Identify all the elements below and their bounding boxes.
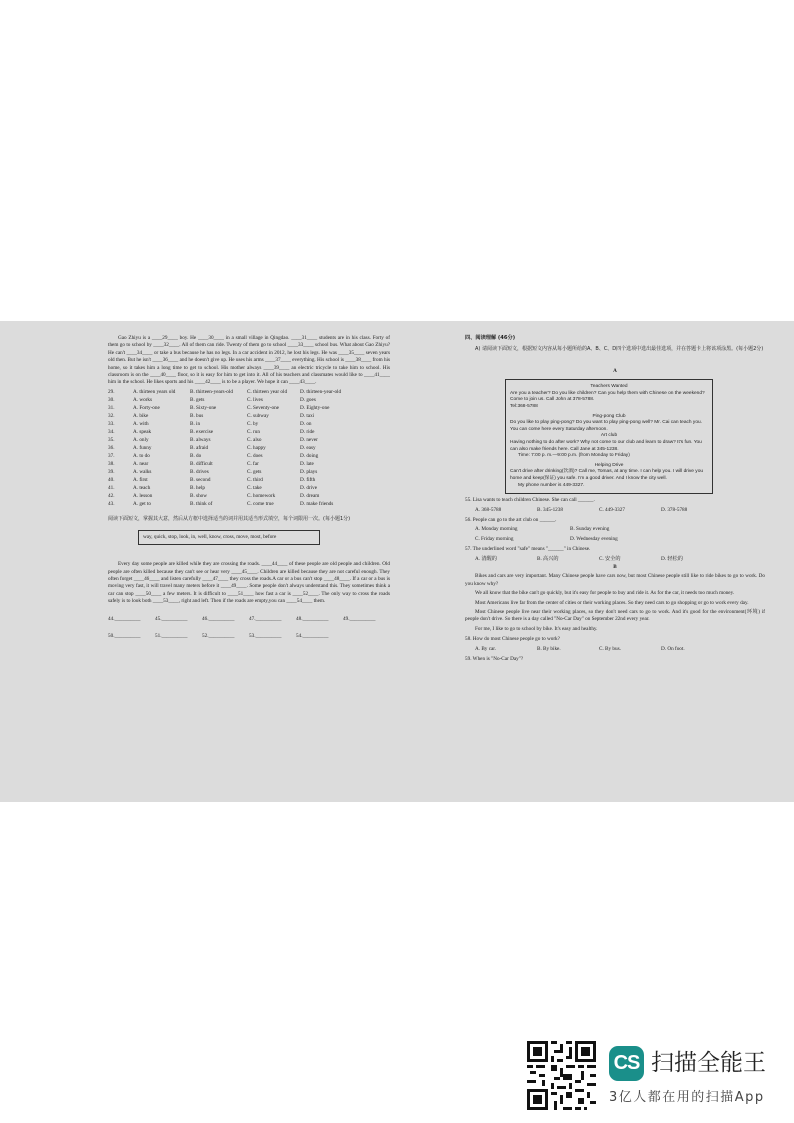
qr-code-icon: [527, 1041, 596, 1110]
option-b: B. second: [190, 476, 211, 483]
question-number: 33.: [108, 420, 115, 427]
option-a: A. lesson: [133, 492, 153, 499]
option-a: A. speak: [133, 428, 152, 435]
answer-option[interactable]: D. 轻松的: [661, 555, 683, 562]
option-row: [108, 485, 390, 493]
option-row: [108, 453, 390, 461]
ad-title: Teachers Wanted: [590, 384, 628, 390]
option-c: C. far: [247, 460, 259, 467]
option-a: A. works: [133, 396, 153, 403]
option-a: A. with: [133, 420, 149, 427]
option-c: C. thirteen year old: [247, 388, 288, 395]
question-number: 41.: [108, 484, 115, 491]
word-box: way, quick, stop, look, in, well, know, cross, move, most, before: [138, 530, 320, 545]
ad-extra: Tel:368-5788: [510, 404, 538, 409]
answer-blank[interactable]: 44.__________: [108, 615, 141, 622]
option-a: A. thirteen years old: [133, 388, 176, 395]
option-row: [108, 429, 390, 437]
question-number: 30.: [108, 396, 115, 403]
answer-option[interactable]: A. Monday morning: [475, 526, 518, 533]
option-a: A. teach: [133, 484, 151, 491]
question-number: 38.: [108, 460, 115, 467]
option-d: D. late: [300, 460, 314, 467]
answer-option[interactable]: A. 368-5788: [475, 506, 502, 513]
passage-b-paragraph: Most Americans live far from the center of cities or their working places. So they need cars to go shopping or go to work every day.: [475, 599, 749, 606]
passage-b-label: B: [613, 563, 617, 570]
option-c: C. gets: [247, 468, 262, 475]
option-row: [108, 493, 390, 501]
option-a: A. Forty-one: [133, 404, 160, 411]
option-row: [108, 405, 390, 413]
option-b: B. bus: [190, 412, 204, 419]
question: 57. The underlined word "safe" means "______" in Chinese.: [465, 546, 591, 553]
answer-option[interactable]: A. By car.: [475, 645, 497, 652]
passage-b-paragraph: Bikes and cars are very important. Many Chinese people have cars now, but most Chinese people still like to ride bikes to go to work. Do you know why?: [465, 573, 765, 587]
option-d: D. never: [300, 436, 318, 443]
option-b: B. Sixty-one: [190, 404, 217, 411]
option-a: A. bike: [133, 412, 149, 419]
cloze-passage: Gao Zhiyu is a ____29____ boy. He ____30____ in a small village in Qingdao. ____31____ students are in his class. Forty of them go to school by ____32____. All of them can ride. Twenty of them go to school ____33____ school bus. What about Gao Zhiyu? He can't ____34____ or take a bus because he has no legs. In a car accident in 2012, he lost his legs. He was ____35____ seven years old then. But he isn't ____36____ and he doesn't give up. He uses his arms ____37____ everything. His school is ____38____ from his home, so it takes him a long time to get to school. His mother always ____39____ an electric tricycle to take him to school. His classroom is on the ____40____ floor, so it is easy for him to get into it. All of his teachers and classmates would like to ____41____ him in the school. He likes sports and his ____42____ is to be a player. We hope it can ____43____.: [108, 335, 390, 386]
option-d: D. make friends: [300, 500, 334, 507]
option-d: D. plays: [300, 468, 318, 475]
option-c: C. homework: [247, 492, 276, 499]
question-number: 37.: [108, 452, 115, 459]
option-c: C. run: [247, 428, 260, 435]
ad-extra: My phone number is 449-3327.: [518, 482, 585, 488]
option-b: B. gets: [190, 396, 205, 403]
option-d: D. goes: [300, 396, 316, 403]
word-fill-passage: Every day some people are killed while they are crossing the roads. ____44____ of these people are old people and children. Old people are often killed because they can't see or hear very ____45____. Children are killed because they are not careful enough. They often forget ____46____ and listen carefully ____47____ they cross the roads.A car or a bus can't stop ____48____. If a car or a bus is moving very fast, it will travel many meters before it ____49____. Some people don't always understand this. They sometimes think a car can stop ____50____ a few meters. It is difficult to ____51____ how fast a car is ____52____. The only way to cross the roads safely is to look both ____53____, right and left. Then if the roads are empty,you can ____54____ them.: [108, 561, 390, 605]
section-title: 四、阅读理解 (46分): [465, 335, 516, 341]
question-number: 29.: [108, 388, 115, 395]
reading-instruction: A) 请阅读下面短文，根据短文内容从每小题所给的A、B、C、D四个选项中选出最佳选项，并在答题卡上将该项涂黑。(每小题2分): [475, 346, 764, 353]
left-page: [0, 321, 397, 802]
answer-blank[interactable]: 47.__________: [249, 615, 282, 622]
question-number: 31.: [108, 404, 115, 411]
option-row: [108, 421, 390, 429]
option-d: D. dream: [300, 492, 320, 499]
answer-option[interactable]: D. Wednesday evening: [570, 535, 618, 542]
option-d: D. drive: [300, 484, 317, 491]
question: 58. How do most Chinese people go to work?: [465, 636, 560, 643]
option-row: [108, 397, 390, 405]
scanned-exam-spread: [0, 321, 794, 802]
option-row: [108, 477, 390, 485]
left-column: [108, 335, 390, 640]
ad-title: Ping-pong Club: [592, 413, 626, 419]
question-number: 32.: [108, 412, 115, 419]
option-a: A. first: [133, 476, 148, 483]
passage-b-paragraph: For me, I like to go to school by bike. It's easy and healthy.: [475, 625, 598, 632]
option-a: A. walks: [133, 468, 152, 475]
ads-box: [505, 379, 713, 494]
option-row: [108, 437, 390, 445]
option-d: D. fifth: [300, 476, 316, 483]
ad-body: Can't drive after drinking(饮酒)? Call me, Tomas, at any time. I can help you. I will drive you home and keep(保证) you safe. I'm a good driver. And I know the city well.: [510, 469, 704, 481]
option-c: C. does: [247, 452, 263, 459]
ad-title: Helping Drive: [594, 462, 624, 468]
option-row: [108, 501, 390, 509]
answer-blanks-row-1: [108, 616, 390, 623]
option-d: D. on: [300, 420, 312, 427]
option-b: B. do: [190, 452, 202, 459]
option-b: B. in: [190, 420, 201, 427]
right-column: [465, 335, 765, 663]
word-fill-instruction: 阅读下面短文，掌握其大意，然后从方框中选择适当的词并用其适当形式填空，每个词限用一次。(每小题1分): [108, 516, 351, 523]
question: 56. People can go to the art club on ______.: [465, 516, 557, 523]
option-row: [108, 389, 390, 397]
ad-body: Having nothing to do after work? Why not come to our club and learn to draw? It's fun. You can also make friends here. Call Jane at 345-1238.: [510, 439, 702, 452]
answer-option[interactable]: A. 清醒的: [475, 555, 497, 562]
option-c: C. lives: [247, 396, 263, 403]
answer-blank[interactable]: 51.__________: [155, 633, 188, 639]
option-row: [108, 445, 390, 453]
answer-options: [465, 507, 765, 514]
answer-option[interactable]: D. On foot.: [661, 645, 685, 652]
passage-b-paragraph: Most Chinese people live near their working places, so they don't need cars to go to work. And it's good for the environment(环境) if people don't drive. So there is a day called "No-Car Day" on September 22nd every year.: [465, 609, 765, 623]
question-number: 42.: [108, 492, 115, 499]
option-d: D. ride: [300, 428, 315, 435]
option-a: A. only: [133, 436, 149, 443]
camscanner-logo-icon: CS: [609, 1046, 644, 1081]
ad-body: Are you a teacher? Do you like children? Can you help them with Chinese on the weekend? Come to join us. Call John at 378-5788.: [510, 390, 705, 403]
option-b: B. think of: [190, 500, 213, 507]
option-b: B. show: [190, 492, 208, 499]
option-c: C. take: [247, 484, 262, 491]
answer-option[interactable]: C. By bus.: [599, 645, 621, 652]
option-row: [108, 461, 390, 469]
question-number: 34.: [108, 428, 115, 435]
ad-extra: Time: 7:00 p. m.—9:00 p.m. (from Monday to Friday): [518, 453, 630, 459]
option-d: D. taxi: [300, 412, 315, 419]
option-row: [108, 413, 390, 421]
answer-blank[interactable]: 54.__________: [296, 633, 329, 639]
answer-blank[interactable]: 50.__________: [108, 633, 141, 639]
passage-b-paragraph: We all know that the bike can't go quickly, but it's easy for people to buy and ride it. As for the car, it needs too much money.: [475, 590, 735, 597]
option-c: C. happy: [247, 444, 266, 451]
option-b: B. drives: [190, 468, 209, 475]
option-a: A. get to: [133, 500, 152, 507]
answer-blank[interactable]: 45.__________: [155, 615, 188, 622]
ad-body: Do you like to play ping-pong? Do you want to play ping-pong well? Mr. Cai can teach you. You can come here every Saturday afternoon.: [510, 420, 702, 432]
question: 59. When is "No-Car Day"?: [465, 656, 524, 663]
option-c: C. subway: [247, 412, 269, 419]
ad-title: Art club: [600, 433, 618, 439]
cloze-options: [108, 389, 390, 509]
option-a: A. to do: [133, 452, 150, 459]
answer-blank[interactable]: 49.__________: [343, 615, 376, 622]
answer-options: [465, 526, 765, 533]
option-a: A. funny: [133, 444, 152, 451]
option-d: D. doing: [300, 452, 319, 459]
option-c: C. Seventy-one: [247, 404, 279, 411]
answer-option[interactable]: D. 378-5788: [661, 506, 688, 513]
answer-options: [465, 536, 765, 543]
option-b: B. exercise: [190, 428, 214, 435]
option-b: B. help: [190, 484, 205, 491]
question-number: 35.: [108, 436, 115, 443]
answer-blank[interactable]: 53.__________: [249, 633, 282, 639]
answer-option[interactable]: B. 345-1238: [537, 506, 563, 513]
answer-option[interactable]: C. 449-3327: [599, 506, 625, 513]
option-d: D. thirteen-year-old: [300, 388, 342, 395]
question-number: 40.: [108, 476, 115, 483]
question-number: 36.: [108, 444, 115, 451]
answer-options: [465, 556, 765, 563]
answer-option[interactable]: B. 高兴的: [537, 555, 559, 562]
option-c: C. also: [247, 436, 262, 443]
app-tagline: 3亿人都在用的扫描App: [609, 1090, 765, 1105]
option-c: C. third: [247, 476, 263, 483]
option-c: C. come true: [247, 500, 274, 507]
option-b: B. always: [190, 436, 211, 443]
answer-option[interactable]: B. Sunday evening: [570, 526, 610, 533]
answer-options: [465, 646, 765, 653]
option-d: D. easy: [300, 444, 316, 451]
right-page: [397, 321, 794, 802]
option-b: B. difficult: [190, 460, 213, 467]
answer-option[interactable]: B. By bike.: [537, 645, 561, 652]
answer-option[interactable]: C. 安全的: [599, 555, 621, 562]
answer-blank[interactable]: 48.__________: [296, 615, 329, 622]
option-c: C. by: [247, 420, 259, 427]
option-b: B. thirteen-years-old: [190, 388, 233, 395]
option-row: [108, 469, 390, 477]
answer-blank[interactable]: 52.__________: [202, 633, 235, 639]
answer-blank[interactable]: 46.__________: [202, 615, 235, 622]
option-b: B. afraid: [190, 444, 209, 451]
question-number: 43.: [108, 500, 115, 507]
option-d: D. Eighty-one: [300, 404, 330, 411]
answer-option[interactable]: C. Friday morning: [475, 535, 514, 542]
question: 55. Lisa wants to teach children Chinese. She can call ______.: [465, 497, 595, 504]
option-a: A. near: [133, 460, 149, 467]
answer-blanks-row-2: [108, 633, 390, 640]
question-number: 39.: [108, 468, 115, 475]
app-name: 扫描全能王: [651, 1050, 766, 1076]
passage-a-label: A: [613, 367, 617, 374]
